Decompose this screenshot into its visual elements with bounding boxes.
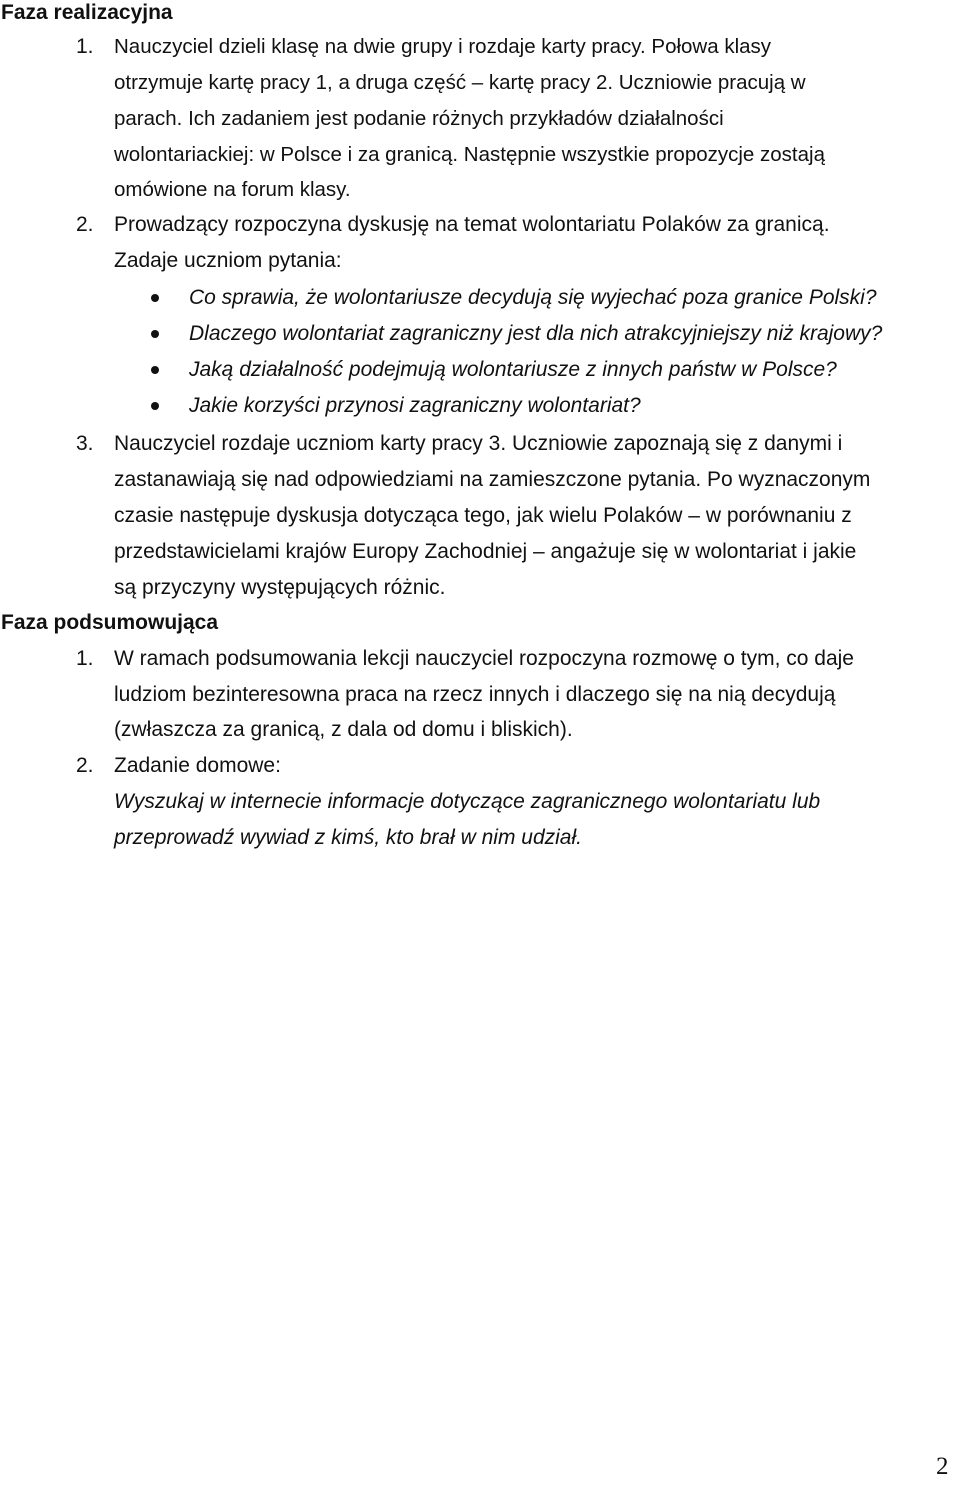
list-item-line: czasie następuje dyskusja dotycząca tego, jak wielu Polaków – w porównaniu z: [114, 504, 852, 527]
list-item-line: wolontariackiej: w Polsce i za granicą. Następnie wszystkie propozycje zostają: [114, 143, 825, 166]
homework-line: przeprowadź wywiad z kimś, kto brał w nim udział.: [114, 826, 582, 849]
list-item-line: przedstawicielami krajów Europy Zachodniej – angażuje się w wolontariat i jakie: [114, 540, 857, 563]
list-number: 2.: [76, 213, 94, 236]
list-item-line: parach. Ich zadaniem jest podanie różnych przykładów działalności: [114, 107, 724, 130]
list-item-line: omówione na forum klasy.: [114, 178, 351, 201]
list-item-line: W ramach podsumowania lekcji nauczyciel rozpoczyna rozmowę o tym, co daje: [114, 647, 854, 670]
list-item-line: zastanawiają się nad odpowiedziami na zamieszczone pytania. Po wyznaczonym: [114, 468, 871, 491]
list-item-line: ludziom bezinteresowna praca na rzecz innych i dlaczego się na nią decydują: [114, 683, 836, 706]
question-item: Dlaczego wolontariat zagraniczny jest dla nich atrakcyjniejszy niż krajowy?: [189, 322, 883, 345]
question-item: Co sprawia, że wolontariusze decydują się wyjechać poza granice Polski?: [189, 286, 877, 309]
bullet-icon: [151, 330, 159, 338]
homework-line: Wyszukaj w internecie informacje dotyczące zagranicznego wolontariatu lub: [114, 790, 821, 813]
list-item-line: Prowadzący rozpoczyna dyskusję na temat wolontariatu Polaków za granicą.: [114, 213, 830, 236]
bullet-icon: [151, 294, 159, 302]
list-number: 3.: [76, 432, 94, 455]
bullet-icon: [151, 402, 159, 410]
question-item: Jakie korzyści przynosi zagraniczny wolontariat?: [189, 394, 641, 417]
page-number: 2: [936, 1453, 949, 1480]
list-item-line: Zadaje uczniom pytania:: [114, 249, 342, 272]
question-item: Jaką działalność podejmują wolontariusze z innych państw w Polsce?: [189, 358, 837, 381]
list-number: 2.: [76, 754, 94, 777]
list-item-line: Zadanie domowe:: [114, 754, 281, 777]
section-heading-realization: Faza realizacyjna: [1, 1, 173, 24]
list-item-line: są przyczyny występujących różnic.: [114, 576, 446, 599]
list-number: 1.: [76, 647, 94, 670]
section-heading-summary: Faza podsumowująca: [1, 611, 219, 634]
list-item-line: Nauczyciel dzieli klasę na dwie grupy i rozdaje karty pracy. Połowa klasy: [114, 35, 772, 58]
list-item-line: (zwłaszcza za granicą, z dala od domu i bliskich).: [114, 718, 573, 741]
list-item-line: otrzymuje kartę pracy 1, a druga część – kartę pracy 2. Uczniowie pracują w: [114, 71, 806, 94]
bullet-icon: [151, 366, 159, 374]
list-item-line: Nauczyciel rozdaje uczniom karty pracy 3. Uczniowie zapoznają się z danymi i: [114, 432, 843, 455]
list-number: 1.: [76, 35, 94, 58]
